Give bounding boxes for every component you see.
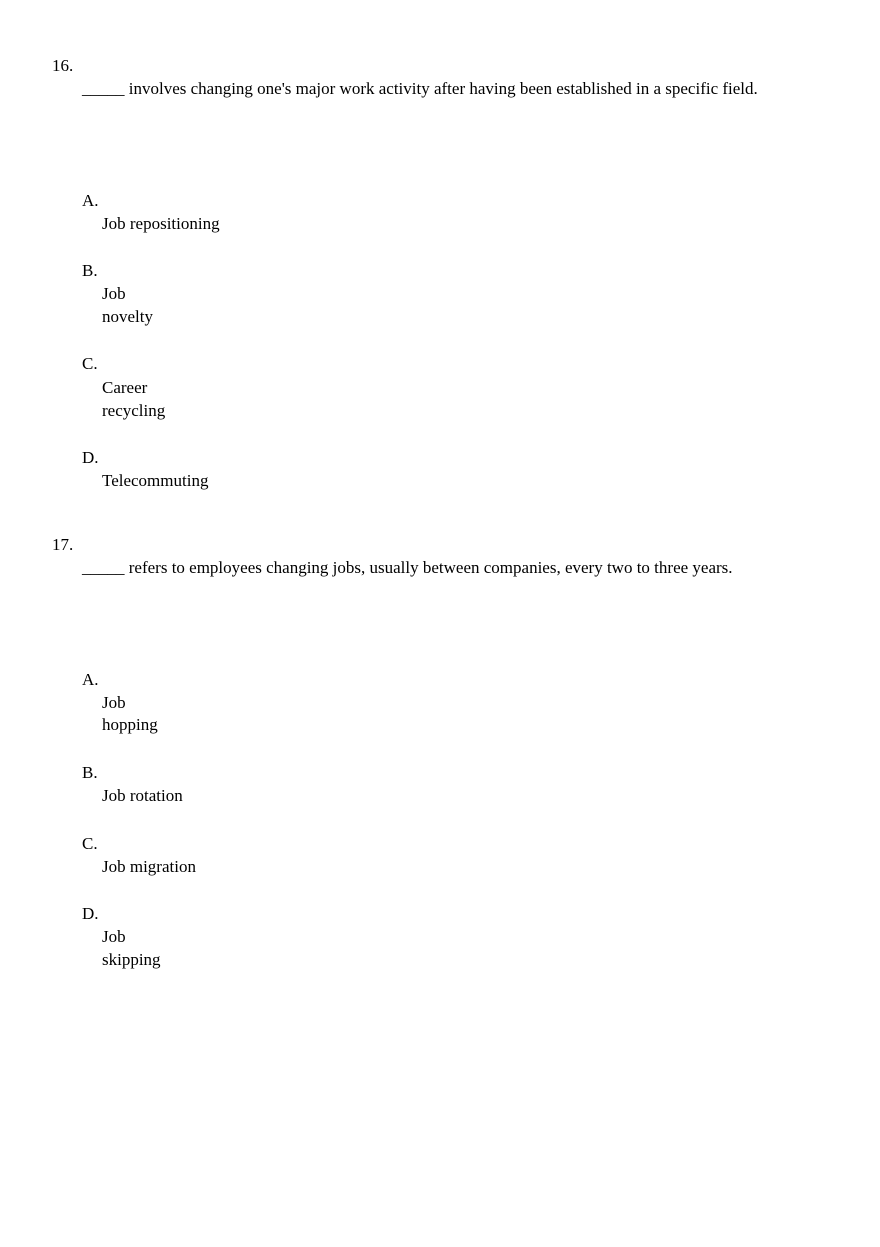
option-text: Job migration: [102, 857, 196, 876]
option-letter: B.: [82, 763, 98, 782]
option-letter: C.: [82, 354, 98, 373]
option-text: Job: [102, 693, 126, 712]
question-stem: _____ refers to employees changing jobs, usually between companies, every two to three years.: [82, 558, 733, 577]
option-letter: A.: [82, 670, 99, 689]
question-stem: _____ involves changing one's major work activity after having been established in a specific field.: [82, 79, 758, 98]
option-text: Job repositioning: [102, 214, 220, 233]
option-letter: C.: [82, 834, 98, 853]
option-letter: A.: [82, 191, 99, 210]
option-letter: D.: [82, 448, 99, 467]
option-text: Job: [102, 927, 126, 946]
option-letter: D.: [82, 904, 99, 923]
option-text: Telecommuting: [102, 471, 209, 490]
option-letter: B.: [82, 261, 98, 280]
option-text: Job rotation: [102, 786, 183, 805]
option-text: recycling: [102, 401, 166, 420]
question-number: 16.: [52, 56, 74, 75]
question-number: 17.: [52, 535, 74, 554]
option-text: hopping: [102, 715, 158, 734]
option-text: novelty: [102, 307, 153, 326]
option-text: Career: [102, 378, 148, 397]
option-text: Job: [102, 284, 126, 303]
option-text: skipping: [102, 950, 161, 969]
